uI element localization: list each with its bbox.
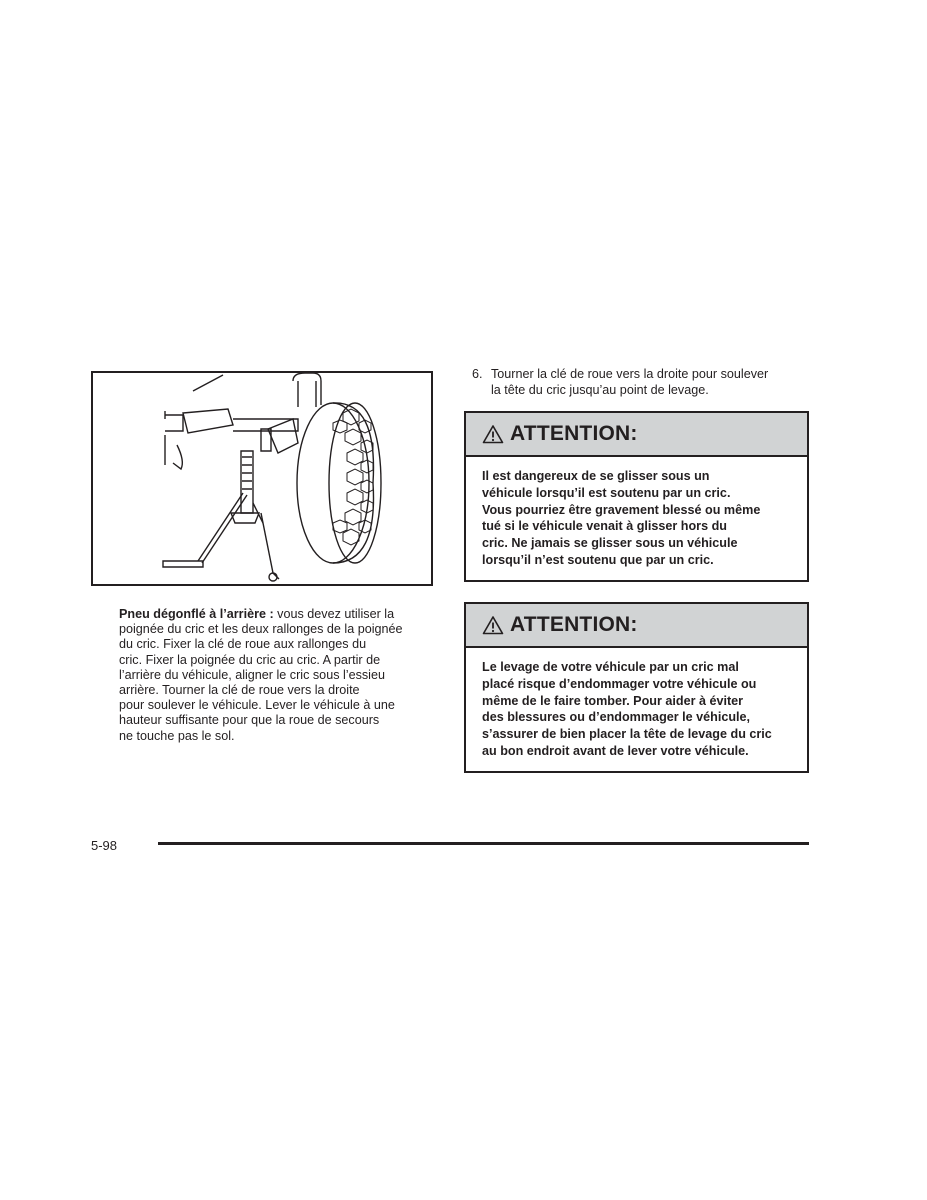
warning-body	[466, 648, 807, 772]
warning-line: s’assurer de bien placer la tête de levage du cric	[482, 727, 772, 742]
warning-line: même de le faire tomber. Pour aider à éviter	[482, 693, 744, 708]
warning-box-2	[464, 602, 809, 773]
warning-triangle-icon	[482, 424, 504, 444]
car-jack-icon	[93, 373, 431, 584]
paragraph-line: pour soulever le véhicule. Lever le véhicule à une	[119, 698, 395, 713]
warning-line: cric. Ne jamais se glisser sous un véhicule	[482, 536, 738, 551]
paragraph-line: ne touche pas le sol.	[119, 728, 235, 743]
paragraph-line: arrière. Tourner la clé de roue vers la droite	[119, 683, 360, 698]
warning-title: ATTENTION:	[510, 613, 638, 636]
warning-triangle-icon	[482, 615, 504, 635]
warning-line: des blessures ou d’endommager le véhicule,	[482, 710, 751, 725]
warning-line: Il est dangereux de se glisser sous un	[482, 469, 710, 483]
jack-illustration	[91, 371, 433, 586]
paragraph-line: poignée du cric et les deux rallonges de la poignée	[119, 622, 403, 637]
paragraph-line: du cric. Fixer la clé de roue aux rallonges du	[119, 637, 367, 652]
paragraph-bold-lead: Pneu dégonflé à l’arrière :	[119, 607, 274, 621]
warning-line: Vous pourriez être gravement blessé ou même	[482, 502, 761, 517]
warning-box-1	[464, 411, 809, 582]
warning-line: au bon endroit avant de lever votre véhicule.	[482, 743, 749, 758]
paragraph-line: l’arrière du véhicule, aligner le cric sous l’essieu	[119, 667, 385, 682]
step-line: Tourner la clé de roue vers la droite pour soulever	[491, 367, 769, 381]
warning-line: véhicule lorsqu’il est soutenu par un cric.	[482, 485, 731, 500]
paragraph-line: vous devez utiliser la	[273, 607, 395, 621]
warning-header	[466, 413, 807, 457]
paragraph-line: hauteur suffisante pour que la roue de secours	[119, 713, 380, 728]
step-6	[472, 367, 812, 398]
step-text	[491, 367, 812, 398]
footer-rule	[158, 842, 809, 845]
warning-line: Le levage de votre véhicule par un cric mal	[482, 660, 739, 674]
warning-line: tué si le véhicule venait à glisser hors du	[482, 519, 727, 534]
step-line: la tête du cric jusqu’au point de levage.	[491, 382, 709, 397]
warning-header	[466, 604, 807, 648]
warning-line: lorsqu’il n’est soutenu que par un cric.	[482, 552, 714, 567]
warning-title: ATTENTION:	[510, 422, 638, 445]
page-number: 5-98	[91, 838, 118, 853]
step-number: 6.	[472, 367, 483, 381]
paragraph-line: cric. Fixer la poignée du cric au cric. A partir de	[119, 652, 381, 667]
warning-body	[466, 457, 807, 581]
warning-line: placé risque d’endommager votre véhicule ou	[482, 676, 757, 691]
rear-flat-tire-paragraph	[119, 607, 437, 744]
